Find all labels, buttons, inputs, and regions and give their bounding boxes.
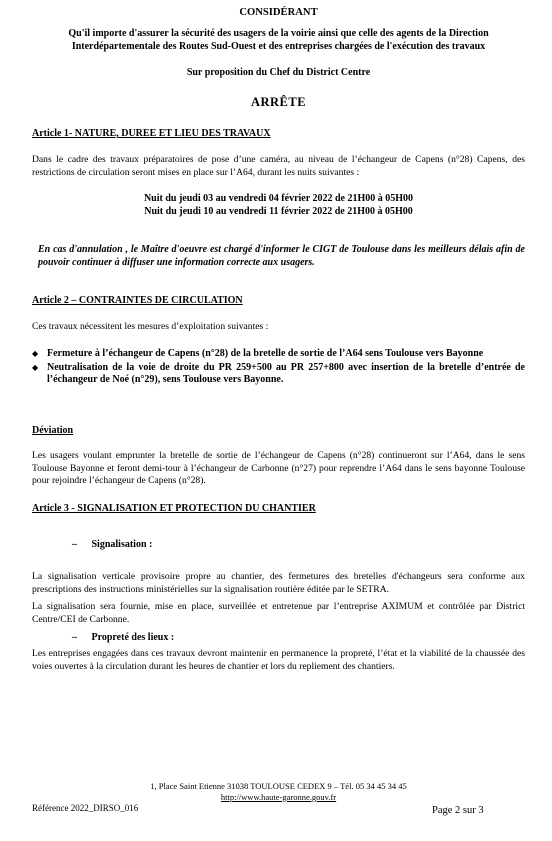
arrete-heading: ARRÊTE <box>250 95 307 109</box>
diamond-bullet-icon: ◆ <box>32 362 39 372</box>
article2-bullet-list <box>32 348 525 387</box>
dash-bullet-icon: – <box>72 632 77 643</box>
signalisation-text-1: La signalisation verticale provisoire propre au chantier, des fermetures des bretelles d'échangeurs sera conforme aux prescriptions des instructions ministérielles sur la signalisation routière éditée par le SETRA. <box>32 571 525 595</box>
diamond-bullet-icon: ◆ <box>32 349 39 358</box>
signalisation-subheading <box>72 539 152 552</box>
article1-night2: Nuit du jeudi 10 au vendredi 11 février 2022 de 21H00 à 05H00 <box>144 206 413 217</box>
proprete-text: Les entreprises engagées dans ces travaux devront maintenir en permanence la propreté, l’état et la viabilité de la chaussée des voies ouvertes à la circulation durant les heures de chantier et lors du repliement des chantiers. <box>32 648 525 672</box>
article1-cancellation: En cas d'annulation , le Maître d'oeuvre est chargé d'informer le CIGT de Toulouse dans les meilleurs délais afin de pouvoir continuer à diffuser une information correcte aux usagers. <box>38 244 525 268</box>
article2-bullet-item <box>32 362 525 387</box>
preamble-text: Qu'il importe d'assurer la sécurité des usagers de la voirie ainsi que celle des agents de la Direction Interdépartementale des Routes Sud-Ouest et des entreprises chargées de l'exécution des travaux <box>68 28 489 52</box>
signalisation-text-2: La signalisation sera fournie, mise en place, surveillée et entretenue par l’entreprise AXIMUM et contrôlée par District Centre/CEI de Carbonne. <box>32 601 525 625</box>
footer-page-number: Page 2 sur 3 <box>432 805 484 816</box>
article3-title: Article 3 - SIGNALISATION ET PROTECTION DU CHANTIER <box>32 503 316 514</box>
footer-reference: Référence 2022_DIRSO_016 <box>32 803 139 813</box>
deviation-text: Les usagers voulant emprunter la bretelle de sortie de l’échangeur de Capens (n°28) continueront sur l’A64, dans le sens Toulouse Bayonne et feront demi-tour à l’échangeur de Carbonne (n°27) pour reprendre l’A64 dans le sens bayonne Toulouse pour rejoindre l’échangeur de Capens (n°28). <box>32 450 525 486</box>
article2-title: Article 2 – CONTRAINTES DE CIRCULATION <box>32 295 243 306</box>
article1-night1: Nuit du jeudi 03 au vendredi 04 février 2022 de 21H00 à 05H00 <box>143 193 414 204</box>
footer-website-wrap <box>32 792 525 803</box>
dash-bullet-icon: – <box>72 539 77 550</box>
proposal-text: Sur proposition du Chef du District Centre <box>186 67 371 78</box>
footer-address: 1, Place Saint Etienne 31038 TOULOUSE CEDEX 9 – Tél. 05 34 45 34 45 <box>150 781 407 791</box>
footer-website-link[interactable]: http://www.haute-garonne.gouv.fr <box>220 792 337 802</box>
deviation-title: Déviation <box>32 425 74 436</box>
proprete-subheading <box>72 632 174 645</box>
article2-bullet-text: Fermeture à l’échangeur de Capens (n°28) de la bretelle de sortie de l’A64 sens Toulouse vers Bayonne <box>47 348 484 359</box>
considerant-heading: CONSIDÉRANT <box>239 7 318 18</box>
article1-intro: Dans le cadre des travaux préparatoires de pose d’une caméra, au niveau de l’échangeur de Capens (n°28) Capens, des restrictions de circulation seront mises en place sur l’A64, durant les nuits suivantes : <box>32 154 525 178</box>
article2-intro: Ces travaux nécessitent les mesures d’exploitation suivantes : <box>32 321 269 332</box>
article1-title: Article 1- NATURE, DUREE ET LIEU DES TRAVAUX <box>32 128 271 139</box>
article2-bullet-text: Neutralisation de la voie de droite du PR 259+500 au PR 257+800 avec insertion de la bretelle d’entrée de l’échangeur de Noé (n°29), sens Toulouse vers Bayonne. <box>47 361 525 385</box>
signalisation-label: Signalisation : <box>91 539 153 550</box>
article2-bullet-item <box>32 348 525 361</box>
proprete-label: Propreté des lieux : <box>91 632 175 643</box>
